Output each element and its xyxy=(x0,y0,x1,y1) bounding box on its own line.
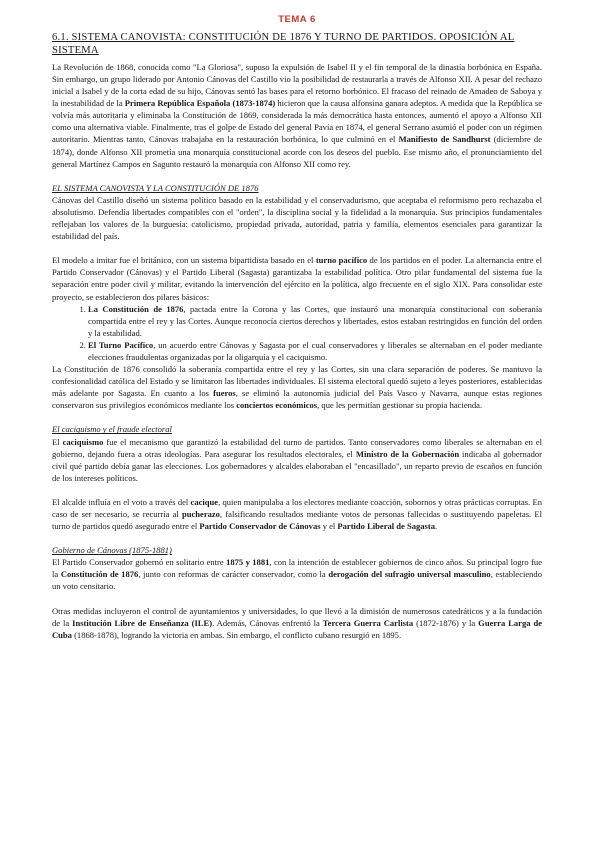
text-run: (1868-1878), logrando la victoria en ambas. Sin embargo, el conflicto cubano resurgió en 1895. xyxy=(71,629,402,640)
paragraph xyxy=(52,556,542,592)
intro-paragraph xyxy=(52,61,542,170)
text-run: . xyxy=(435,521,438,532)
text-run: fue el mecanismo que garantizó la estabilidad del turno de partidos. Tanto conservadores como liberales se alternaban en el gobierno, dejando fuera a otras ideologías. Para asegurar los resultados electorales, el xyxy=(52,436,543,459)
bold-term: Partido Liberal de Sagasta xyxy=(337,521,435,532)
subheading-gobierno-canovas: Gobierno de Cánovas (1875-1881) xyxy=(52,545,172,556)
page-header-tema: TEMA 6 xyxy=(278,14,316,25)
bold-term: Constitución de 1876 xyxy=(60,569,139,580)
section-title: 6.1. SISTEMA CANOVISTA: CONSTITUCIÓN DE 1876 Y TURNO DE PARTIDOS. OPOSICIÓN AL SISTEMA xyxy=(52,32,515,56)
text-run: El modelo a imitar fue el británico, con un sistema bipartidista basado en el xyxy=(52,255,316,266)
bold-term: cacique xyxy=(190,496,219,507)
bold-term: Ministro de la Gobernación xyxy=(355,448,460,459)
text-run: , quien manipulaba a los electores mediante coacción, sobornos y otras prácticas corruptas. En caso de ser necesario, se recurría al xyxy=(52,496,542,519)
bold-term: 1875 y 1881 xyxy=(226,557,270,568)
text-run: , pactada entre la Corona y las Cortes, que instauró una monarquía constitucional con soberanía compartida entre el rey y las Cortes. Aunque reconocía ciertos derechos y libertades, estos estaban restringidos en función del orden y la estabilidad. xyxy=(88,303,542,338)
bold-term: caciquismo xyxy=(62,436,104,447)
text-run: El alcalde influía en el voto a través del xyxy=(52,496,191,507)
list-item xyxy=(88,339,542,363)
bold-term: Institución Libre de Enseñanza (ILE) xyxy=(72,617,213,628)
bold-term: Guerra Larga de Cuba xyxy=(52,617,543,640)
pillars-list xyxy=(52,303,542,363)
paragraph xyxy=(52,254,542,302)
subheading-caciquismo: El caciquismo y el fraude electoral xyxy=(52,424,172,435)
text-run: , estableciendo un voto censitario. xyxy=(52,569,542,592)
bold-term: Tercera Guerra Carlista xyxy=(322,617,414,628)
text-run: , junto con reformas de carácter conservador, como la xyxy=(138,569,329,580)
paragraph xyxy=(52,436,542,484)
text-run: (diciembre de 1874), donde Alfonso XII prometía una monarquía constitucional acorde con los deseos del pueblo. Ese mismo año, el pronunciamiento del general Martínez Campos en Sagunto restauró la monarquía con Alfonso XII como rey. xyxy=(52,134,542,169)
subheading-sistema-canovista: EL SISTEMA CANOVISTA Y LA CONSTITUCIÓN DE 1876 xyxy=(52,182,259,193)
paragraph xyxy=(52,363,542,411)
bold-term: Primera República Española (1873-1874) xyxy=(124,98,276,109)
bold-term: derogación del sufragio universal masculino xyxy=(328,569,491,580)
text-run: hicieron que la causa alfonsina ganara adeptos. A medida que la República se volvía más autoritaria y eliminaba la Constitución de 1869, considerada la más democrática hasta entonces, aumentó el apoyo a Alfonso XII como una alternativa viable. Finalmente, tras el golpe de Estado del general Pavía en 1874, el general Serrano asumió el poder con un régimen autoritario. Mientras tanto, Cánovas trabajaba en la restauración borbónica, lo que culminó en el xyxy=(52,98,543,145)
bold-term: turno pacífico xyxy=(315,255,368,266)
text-run: , se eliminó la autonomía judicial del País Vasco y Navarra, aunque estas regiones conservaron sus privilegios económicos mediante los xyxy=(52,388,542,411)
text-run: La Constitución de 1876 consolidó la soberanía compartida entre el rey y las Cortes, sin una clara separación de poderes. Se mantuvo la confesionalidad católica del Estado y se limitaron las libertades individuales. El sistema electoral quedó sujeto a leyes posteriores, establecidas más adelante por Sagasta. En cuanto a los xyxy=(52,364,542,399)
text-run: . Además, Cánovas enfrentó la xyxy=(212,617,323,628)
text-run: El Partido Conservador gobernó en solitario entre xyxy=(52,557,227,568)
text-run: , falsificando resultados mediante votos de personas fallecidas o sustituyendo papeletas. El turno de partidos quedó asegurado entre el xyxy=(52,509,542,532)
list-item xyxy=(88,303,542,339)
text-run: (1872-1876) y la xyxy=(413,617,479,628)
text-run: El xyxy=(52,436,63,447)
bold-term: fueros xyxy=(213,388,236,399)
text-run: de los partidos en el poder. La alternancia entre el Partido Conservador (Cánovas) y el Partido Liberal (Sagasta) garantizaba la estabilidad política. Otro pilar fundamental del sistema fue la separación entre poder civil y militar, evitando la intervención del ejército en la política, algo frecuente en el siglo XIX. Para consolidar este proyecto, se establecieron dos pilares básicos: xyxy=(52,255,542,302)
bold-term: pucherazo xyxy=(181,509,220,519)
paragraph: Cánovas del Castillo diseñó un sistema político basado en la estabilidad y el conservadurismo, que aceptaba el reformismo pero rechazaba el absolutismo. Defendía libertades compatibles con el "orden", la disciplina social y la fidelidad a la monarquía. Sus principios fundamentales reflejaban los valores de la burguesía: catolicismo, propiedad privada, autoridad, patria y familia, elementos esenciales para garantizar la estabilidad del país. xyxy=(52,194,542,242)
bold-term: La Constitución de 1876 xyxy=(88,303,184,314)
bold-term: Manifiesto de Sandhurst xyxy=(398,134,491,145)
bold-term: El Turno Pacífico xyxy=(88,339,154,350)
text-run: indicaba al gobernador civil qué partido debía ganar las elecciones. Los gobernadores y alcaldes elaboraban el "encasillado", un reparto previo de escaños en función de los intereses políticos. xyxy=(52,448,543,483)
text-run: y el xyxy=(320,521,338,532)
text-run: La Revolución de 1868, conocida como "La Gloriosa", supuso la expulsión de Isabel II y el fin temporal de la dinastía borbónica en España. Sin embargo, un grupo liderado por Antonio Cánovas del Castillo vio la posibilidad de restaurarla a través de Alfonso XII. A pesar del rechazo inicial a Isabel y de la corta edad de su hijo, Cánovas sentó las bases para el retorno borbónico. El fracaso del reinado de Amadeo de Saboya y la inestabilidad de la xyxy=(52,61,542,109)
paragraph xyxy=(52,496,542,532)
paragraph xyxy=(52,605,542,641)
text-run: , que les permitían gestionar su propia hacienda. xyxy=(317,400,483,411)
bold-term: conciertos económicos xyxy=(236,400,318,411)
bold-term: Partido Conservador de Cánovas xyxy=(199,521,321,532)
text-run: , un acuerdo entre Cánovas y Sagasta por el cual conservadores y liberales se alternaban en el poder mediante elecciones fraudulentas organizadas por la oligarquía y el caciquismo. xyxy=(88,339,542,362)
text-run: , con la intención de establecer gobiernos de cinco años. Su principal logro fue la xyxy=(52,557,542,580)
text-run: Otras medidas incluyeron el control de ayuntamientos y universidades, lo que llevó a la dimisión de numerosos catedráticos y a la fundación de la xyxy=(52,605,542,628)
